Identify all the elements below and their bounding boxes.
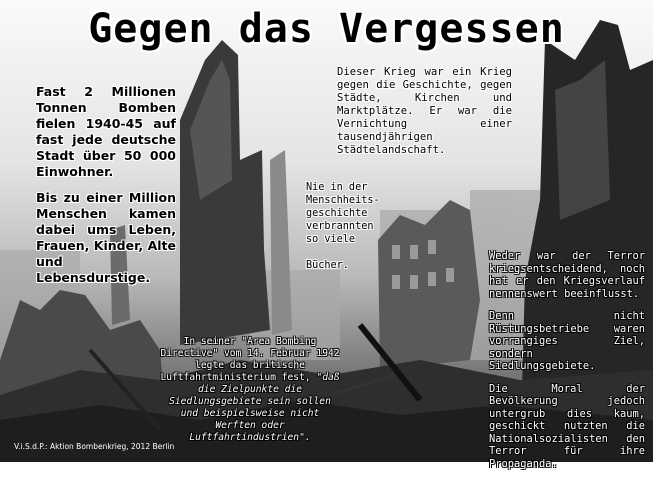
- books-line: Nie in der: [306, 182, 368, 193]
- books-line: so viele: [306, 234, 356, 245]
- books-line: Bücher.: [306, 260, 349, 271]
- left-paragraph-bombs: Fast 2 Millionen Tonnen Bomben fielen 1940-45 auf fast jede deutsche Stadt über 50 000 Einwohner.: [36, 84, 176, 179]
- quote-citation: "daß die Zielpunkte die Siedlungsgebiete sein sollen und beispielsweise nicht Werften oder Luftfahrtindustrien".: [169, 372, 340, 443]
- poster-title: Gegen das Vergessen: [88, 6, 565, 52]
- credit-line: V.i.S.d.P.: Aktion Bombenkrieg, 2012 Berlin: [14, 442, 175, 451]
- books-line: [306, 246, 396, 259]
- books-line: Menschheits-: [306, 195, 380, 206]
- right-paragraph-terror: Weder war der Terror kriegsentscheidend, noch hat er den Kriegsverlauf nennenswert beeinflusst.: [489, 250, 645, 300]
- center-books-text: [306, 181, 396, 272]
- books-line: verbrannten: [306, 221, 374, 232]
- right-paragraph-targets: Denn nicht Rüstungsbetriebe waren vorrangiges Ziel, sondern Siedlungsgebiete.: [489, 310, 645, 372]
- books-line: geschichte: [306, 208, 368, 219]
- area-bombing-quote: [160, 336, 340, 444]
- left-text-block: [36, 84, 176, 296]
- center-top-text: Dieser Krieg war ein Krieg gegen die Geschichte, gegen Städte, Kirchen und Marktplätze. Er war die Vernichtung einer tausendjährigen Städtelandschaft.: [337, 66, 512, 156]
- right-text-block: [489, 250, 645, 480]
- right-paragraph-morale: Die Moral der Bevölkerung jedoch untergrub dies kaum, geschickt nutzten die Nationalsozialisten den Terror für ihre Propaganda.: [489, 382, 645, 470]
- quote-intro: In seiner "Area Bombing Directive" vom 14. Februar 1942 legte das britische Luftfahrtministerium fest,: [160, 336, 340, 383]
- left-paragraph-victims: Bis zu einer Million Menschen kamen dabei ums Leben, Frauen, Kinder, Alte und Lebensdurstige.: [36, 190, 176, 285]
